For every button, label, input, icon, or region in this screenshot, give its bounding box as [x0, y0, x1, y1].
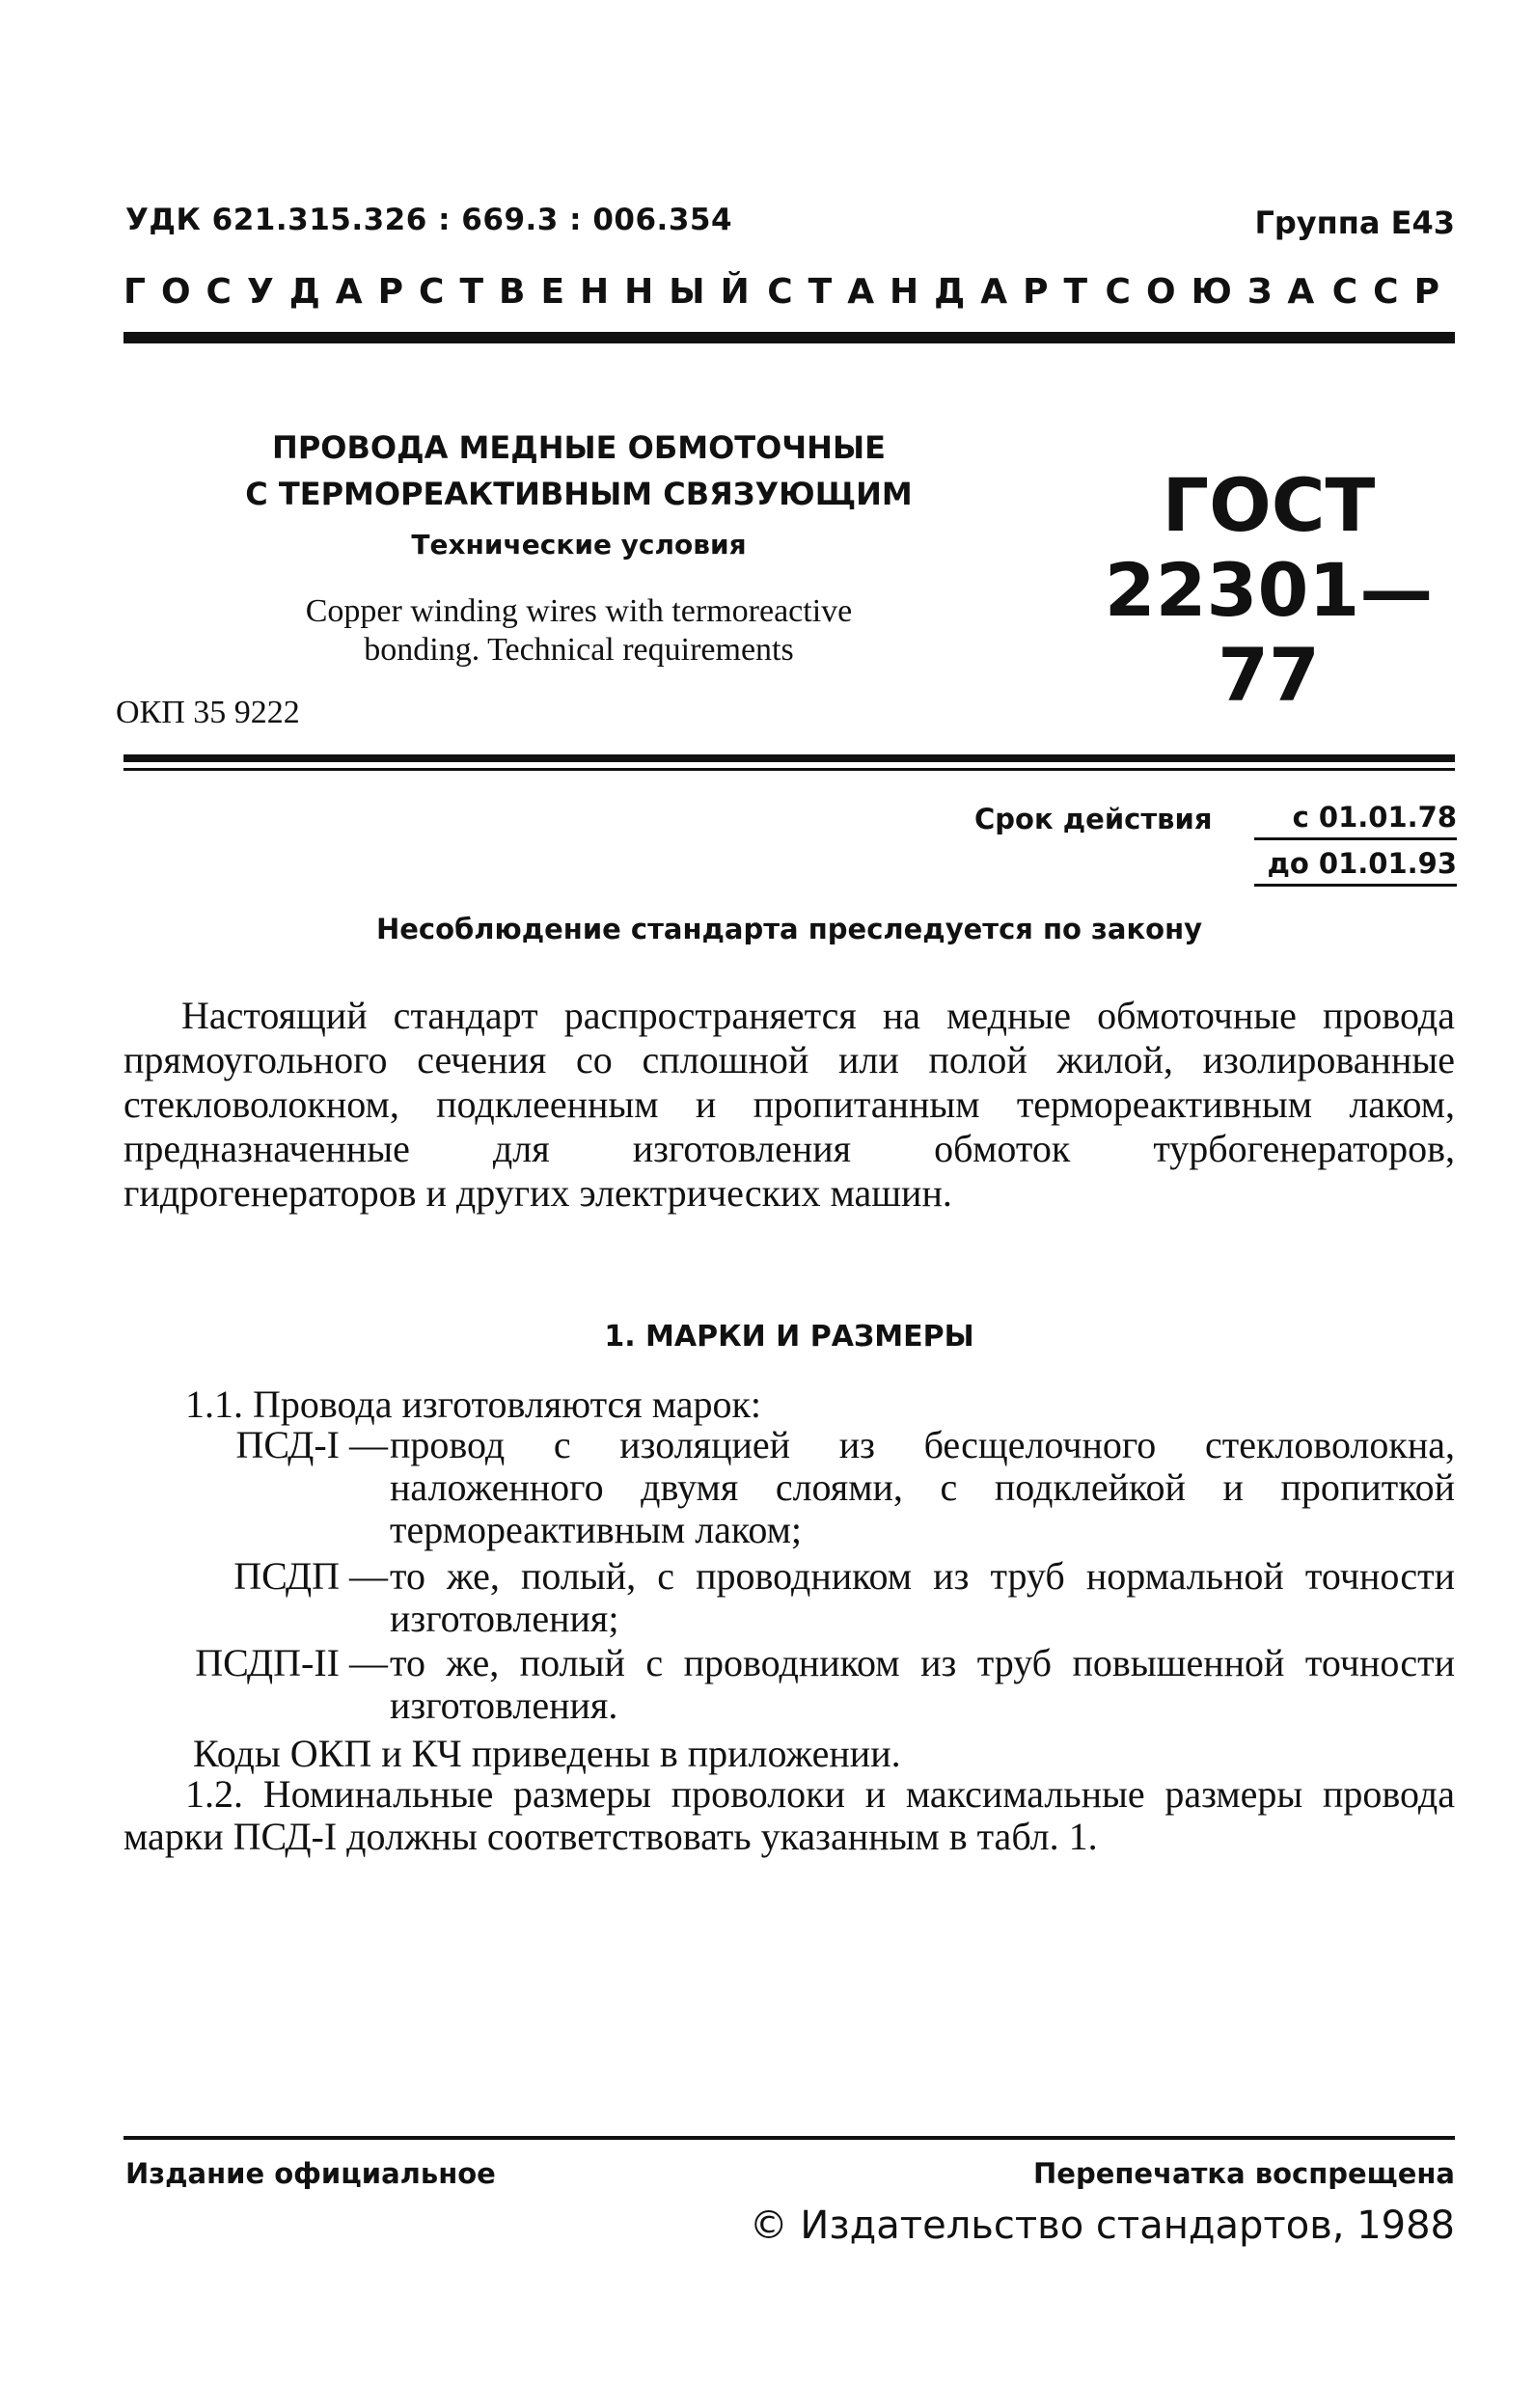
validity-to: до 01.01.93	[1254, 847, 1457, 887]
codes-note: Коды ОКП и КЧ приведены в приложении.	[193, 1732, 901, 1775]
mark-description: то же, полый с проводником из труб повышенной точности изготовления.	[390, 1641, 1455, 1727]
mark-description: то же, полый, с проводником из труб нормальной точности изготовления;	[390, 1554, 1455, 1640]
english-title	[212, 592, 945, 670]
title-rule-thick	[123, 754, 1455, 762]
edition-note: Издание официальное	[125, 2157, 496, 2190]
state-word-4: ССР	[1331, 272, 1455, 312]
state-standard-heading	[123, 272, 1455, 312]
state-word-2: СТАНДАРТ	[767, 272, 1104, 312]
copyright-line: © Издательство стандартов, 1988	[749, 2203, 1455, 2248]
footer-rule	[123, 2136, 1455, 2140]
okp-code: ОКП 35 9222	[116, 695, 300, 730]
mark-code: ПСДП-II —	[195, 1641, 388, 1684]
mark-code: ПСД-I —	[235, 1423, 388, 1466]
state-word-1: ГОСУДАРСТВЕННЫЙ	[123, 272, 765, 312]
validity-label: Срок действия	[974, 803, 1213, 835]
section-1-title: 1. МАРКИ И РАЗМЕРЫ	[604, 1320, 974, 1354]
gost-number	[1081, 463, 1457, 718]
state-word-3: СОЮЗА	[1105, 272, 1330, 312]
document-subtitle: Технические условия	[411, 529, 747, 561]
validity-from: с 01.01.78	[1254, 801, 1457, 840]
udk-code: УДК 621.315.326 : 669.3 : 006.354	[125, 203, 733, 237]
header-rule	[123, 332, 1455, 343]
clause-1-2: 1.2. Номинальные размеры проволоки и максимальные размеры провода марки ПСД-I должны соответствовать указанным в табл. 1.	[123, 1772, 1455, 1858]
mark-description: провод с изоляцией из бесщелочного стекловолокна, наложенного двумя слоями, с подклейкой и пропиткой термореактивным лаком;	[390, 1423, 1455, 1551]
gost-line-2: 22301—77	[1104, 547, 1434, 718]
mark-code: ПСДП —	[233, 1554, 388, 1598]
law-notice: Несоблюдение стандарта преследуется по закону	[375, 913, 1203, 945]
english-title-line-2: bonding. Technical requirements	[364, 632, 794, 668]
group-code: Группа Е43	[1254, 205, 1455, 241]
document-title	[212, 424, 945, 517]
reprint-note: Перепечатка воспрещена	[1033, 2157, 1455, 2190]
clause-1-1: 1.1. Провода изготовляются марок:	[185, 1382, 762, 1426]
title-line-2: С ТЕРМОРЕАКТИВНЫМ СВЯЗУЮЩИМ	[245, 476, 913, 512]
gost-line-1: ГОСТ	[1162, 462, 1376, 548]
title-rule-thin	[123, 768, 1455, 771]
english-title-line-1: Copper winding wires with termoreactive	[305, 593, 853, 629]
title-line-1: ПРОВОДА МЕДНЫЕ ОБМОТОЧНЫЕ	[272, 429, 886, 466]
intro-paragraph: Настоящий стандарт распространяется на медные обмоточные провода прямоугольного сечения со сплошной или полой жилой, изолированные стекловолокном, подклеенным и пропитанным термореактивным лаком, предназначенные для изготовления обмоток турбогенераторов, гидрогенераторов и других электрических машин.	[123, 994, 1455, 1215]
